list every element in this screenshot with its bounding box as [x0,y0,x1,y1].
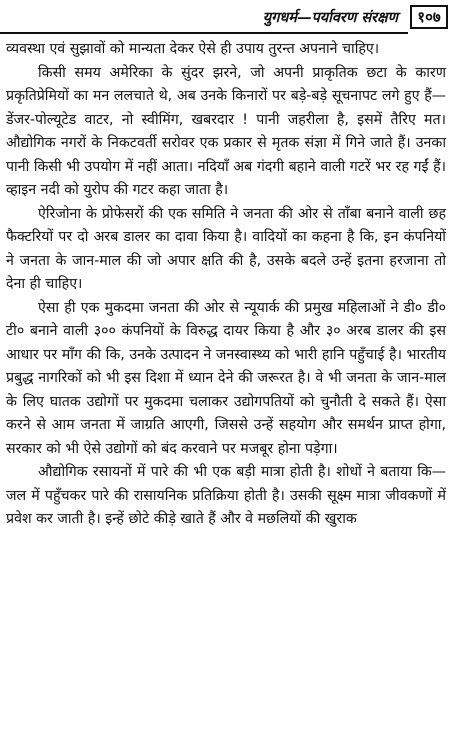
header-rule [0,32,408,34]
paragraph: व्यवस्था एवं सुझावों को मान्यता देकर ऐसे ही उपाय तुरन्त अपनाने चाहिए। [6,41,380,57]
page-header [0,5,454,35]
paragraph: किसी समय अमेरिका के सुंदर झरने, जो अपनी प्राकृतिक छटा के कारण प्रकृतिप्रेमियों का मन ललचाते थे, अब उनके किनारों पर बड़े-बड़े सूचनापट लगे हुए हैं—डेंजर-पोल्यूटेड वाटर, नो स्वीमिंग, खबरदार ! पानी जहरीला है, इसमें तैरिए मत। औद्योगिक नगरों के निकटवर्ती सरोवर एक प्रकार से मृतक संज्ञा में गिने जाते हैं। उनका पानी किसी भी उपयोग में नहीं आता। नदियाँ अब गंदगी बहाने वाली गटरें भर रह गईं हैं। व्हाइन नदी को युरोप की गटर कहा जाता है। [6,64,446,198]
body-text [6,38,446,532]
paragraph: ऐसा ही एक मुकदमा जनता की ओर से न्यूयार्क की प्रमुख महिलाओं ने डी० डी० टी० बनाने वाली ३०० कंपनियों के विरुद्ध दायर किया है और ३० अरब डालर की इस आधार पर माँग की कि, उनके उत्पादन ने जनस्वास्थ्य को भारी हानि पहुँचाई है। भारतीय प्रबुद्ध नागरिकों को भी इस दिशा में ध्यान देने की जरूरत है। वे भी जनता के जान-माल के लिए घातक उद्योगों पर मुकदमा चलाकर उद्योगपतियों को चुनौती दे सकते हैं। ऐसा करने से आम जनता में जाग्रति आएगी, जिससे उन्हें सहयोग और समर्थन प्राप्त होगा, सरकार को भी ऐसे उद्योगों को बंद करवाने पर मजबूर होना पड़ेगा। [6,299,446,457]
running-title: युगधर्म—पर्यावरण संरक्षण [262,9,398,26]
page-number: १०७ [410,5,448,29]
paragraph: ऐरिजोना के प्रोफेसरों की एक समिति ने जनता की ओर से ताँबा बनाने वाली छह फैक्टरियों पर दो अरब डालर का दावा किया है। वादियों का कहना है कि, इन कंपनियों ने जनता के जान-माल की जो अपार क्षति की है, उसके बदले उन्हें इतना हरजाना तो देना ही चाहिए। [6,205,446,292]
paragraph: औद्योगिक रसायनों में पारे की भी एक बड़ी मात्रा होती है। शोधों ने बताया कि—जल में पहुँचकर पारे की रासायनिक प्रतिक्रिया होती है। उसकी सूक्ष्म मात्रा जीवकणों में प्रवेश कर जाती है। इन्हें छोटे कीड़े खाते हैं और वे मछलियों की खुराक [6,464,446,527]
